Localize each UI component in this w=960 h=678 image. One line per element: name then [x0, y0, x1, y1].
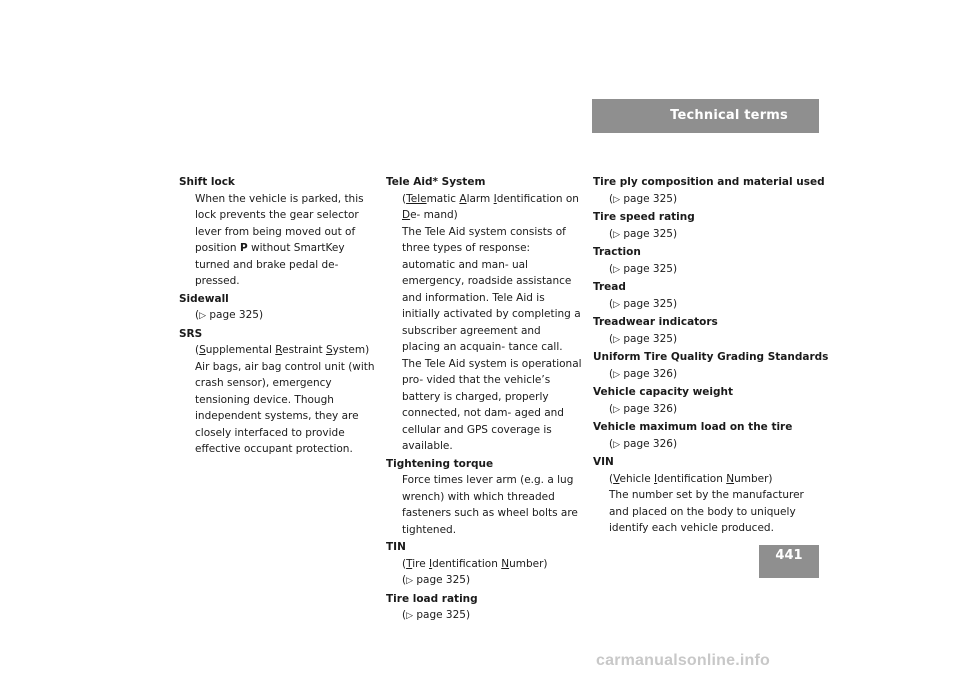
term-description: [179, 191, 375, 290]
term-description: [593, 471, 819, 537]
arrow-right-icon: ▷: [406, 611, 414, 621]
page-reference[interactable]: (▷ page 325): [609, 332, 678, 345]
page-reference-text: page 326: [623, 437, 673, 450]
term-title: Tire speed rating: [593, 211, 695, 223]
page-reference-text: page 326: [623, 367, 673, 380]
page-reference[interactable]: (▷ page 326): [609, 437, 678, 450]
arrow-right-icon: ▷: [613, 299, 621, 310]
watermark: carmanualsonline.info: [596, 652, 771, 669]
term-title: Tightening torque: [386, 457, 494, 470]
abbr-letter: T: [406, 557, 413, 570]
entry-srs: [179, 326, 375, 458]
abbr-text: dentification: [657, 472, 727, 485]
arrow-right-icon: ▷: [613, 404, 621, 415]
arrow-right-icon: ▷: [613, 439, 621, 450]
entry-vehicle-max-load: [593, 419, 819, 453]
abbr-letter: I: [654, 472, 658, 485]
abbreviation-expansion: (Supplemental Restraint System): [195, 344, 370, 356]
abbreviation-expansion: (Tire Identification Number): [402, 557, 548, 570]
page-reference[interactable]: (▷ page 325): [402, 574, 471, 586]
abbr-text: ire: [412, 557, 430, 570]
term-title: VIN: [593, 456, 614, 468]
abbr-letter: I: [429, 557, 433, 570]
term-title: Tread: [593, 281, 626, 293]
page-reference-text: page 325: [623, 262, 673, 275]
arrow-right-icon: ▷: [613, 264, 621, 275]
arrow-right-icon: ▷: [613, 194, 621, 205]
description-text: without SmartKey turned and brake pedal de- pressed.: [195, 242, 345, 287]
entry-traction: [593, 244, 819, 278]
entry-tele-aid: [386, 174, 582, 455]
abbr-letter: N: [501, 557, 510, 570]
abbr-letter: Tele: [406, 192, 427, 205]
arrow-right-icon: ▷: [613, 334, 621, 345]
abbr-text: ehicle: [619, 472, 655, 485]
section-title-tab: Technical terms: [592, 99, 819, 133]
entry-tire-ply: [593, 174, 825, 208]
glossary-column-3: [593, 174, 829, 538]
description-text: Air bags, air bag control unit (with crash sensor), emergency tensioning device. Though independent systems, they are closely interfaced to provide effective occupant protection.: [195, 360, 375, 455]
page-reference[interactable]: (▷ page 326): [609, 402, 678, 415]
term-title: Shift lock: [179, 176, 235, 188]
abbr-text: larm: [466, 192, 494, 205]
page-number: 441: [759, 545, 819, 578]
term-title: Uniform Tire Quality Grading Standards: [593, 351, 829, 363]
page-reference[interactable]: (▷ page 325): [609, 262, 678, 275]
abbr-letter: D: [402, 209, 411, 221]
gear-position-p: P: [239, 242, 248, 254]
term-title: Traction: [593, 246, 641, 258]
entry-vehicle-capacity-weight: [593, 384, 819, 418]
term-title: TIN: [386, 541, 406, 553]
arrow-right-icon: ▷: [613, 369, 621, 380]
abbr-text: umber: [734, 472, 769, 485]
page-reference[interactable]: (▷ page 326): [609, 367, 678, 380]
abbr-letter: N: [726, 472, 735, 485]
page-reference[interactable]: (▷ page 325): [402, 609, 471, 621]
page-reference-text: page 325: [623, 227, 673, 240]
page-reference-text: page 325: [209, 309, 259, 321]
entry-vin: [593, 454, 819, 537]
page-reference-text: page 325: [623, 297, 673, 310]
entry-shift-lock: [179, 174, 375, 290]
page-reference-text: page 325: [623, 332, 673, 345]
abbreviation-expansion: (Vehicle Identification Number): [609, 472, 773, 485]
abbr-letter: I: [493, 192, 497, 205]
arrow-right-icon: ▷: [406, 576, 414, 586]
description-text: Force times lever arm (e.g. a lug wrench) with which threaded fasteners such as wheel bolts are tightened.: [402, 474, 578, 536]
arrow-right-icon: ▷: [613, 229, 621, 240]
term-description: [179, 342, 375, 458]
abbr-text: upplemental: [205, 344, 276, 356]
term-title: Treadwear indicators: [593, 316, 718, 328]
glossary-column-1: [179, 174, 375, 459]
abbr-text: dentification: [432, 557, 502, 570]
entry-tin: [386, 539, 582, 590]
abbr-letter: S: [199, 344, 206, 356]
entry-tire-load-rating: [386, 591, 582, 625]
abbr-text: matic: [426, 192, 460, 205]
abbr-text: estraint: [282, 344, 326, 356]
page-reference[interactable]: (▷ page 325): [609, 227, 678, 240]
entry-treadwear-indicators: [593, 314, 819, 348]
abbr-letter: A: [459, 192, 467, 205]
abbr-letter: R: [275, 344, 283, 356]
abbr-text: umber: [509, 557, 544, 570]
abbr-letter: S: [325, 344, 333, 356]
page-reference-text: page 325: [416, 609, 466, 621]
term-title: Sidewall: [179, 292, 229, 305]
description-text: The Tele Aid system is operational pro- vided that the vehicle’s battery is charged, properly connected, not dam- aged and cellular and GPS coverage is available.: [402, 357, 582, 452]
entry-sidewall: [179, 291, 375, 325]
page-reference-text: page 325: [416, 574, 466, 586]
term-title: Tire load rating: [386, 592, 478, 605]
term-description: [386, 556, 582, 590]
term-title: Vehicle capacity weight: [593, 386, 734, 398]
description-text: The number set by the manufacturer and placed on the body to uniquely identify each vehicle produced.: [609, 489, 804, 534]
description-text: When the vehicle is parked, this lock prevents the gear selector lever from being moved out of position: [195, 192, 364, 254]
abbr-text: e- mand: [410, 209, 454, 221]
entry-tire-speed-rating: [593, 209, 819, 243]
term-description: [386, 472, 582, 538]
term-description: [386, 191, 582, 455]
entry-tread: [593, 279, 819, 313]
term-title: Tele Aid* System: [386, 176, 486, 188]
abbreviation-expansion: (Telematic Alarm Identification on De- mand): [402, 192, 579, 221]
abbr-letter: V: [613, 472, 620, 485]
glossary-column-2: [386, 174, 582, 626]
page-reference[interactable]: (▷ page 325): [609, 192, 678, 205]
entry-utqg: [593, 349, 829, 383]
abbr-text: dentification on: [496, 192, 579, 205]
term-title: Tire ply composition and material used: [593, 176, 825, 188]
entry-tightening-torque: [386, 456, 582, 539]
page-reference-text: page 326: [623, 402, 673, 415]
term-title: Vehicle maximum load on the tire: [593, 421, 793, 433]
abbr-text: ystem: [332, 344, 366, 356]
page-reference[interactable]: (▷ page 325): [609, 297, 678, 310]
term-title: SRS: [179, 327, 203, 340]
arrow-right-icon: ▷: [199, 311, 207, 321]
description-text: The Tele Aid system consists of three types of response: automatic and man- ual emergency, roadside assistance and information. Tele Aid is initially activated by completing a subscriber agreement and placing an acquain- tance call.: [402, 225, 581, 353]
page-reference[interactable]: (▷ page 325): [195, 309, 264, 321]
page-reference-text: page 325: [623, 192, 673, 205]
